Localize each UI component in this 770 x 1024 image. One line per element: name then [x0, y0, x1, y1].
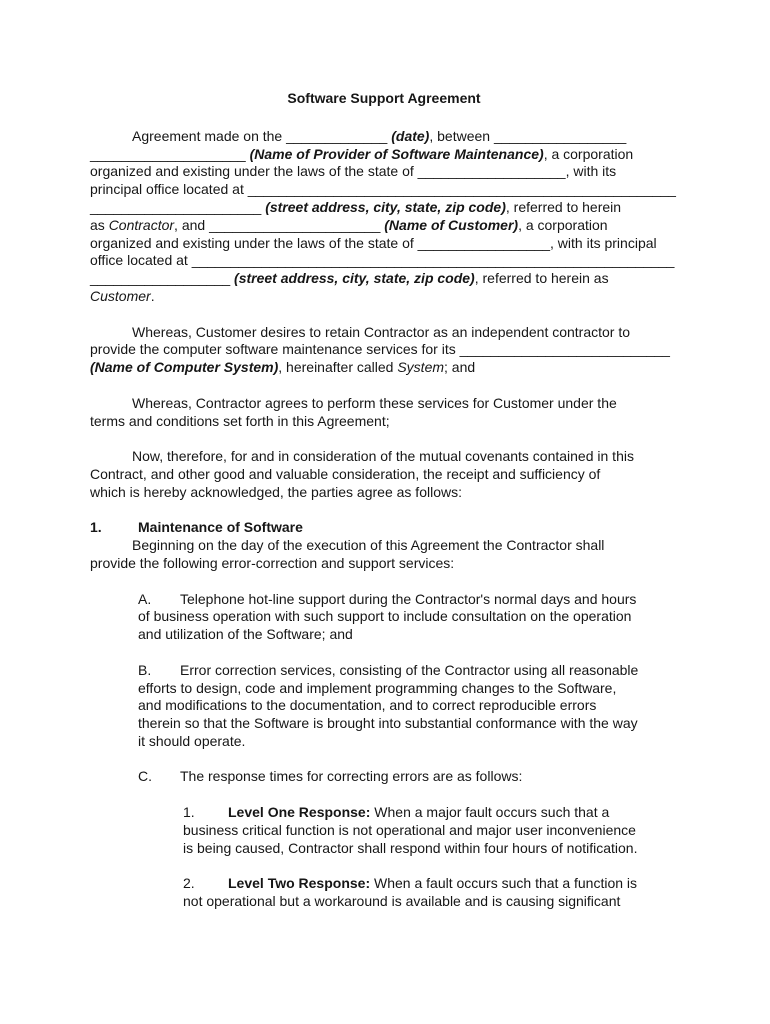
- text-segment: and modifications to the documentation, and to correct reproducible errors: [138, 697, 597, 714]
- section-1-intro: [90, 537, 760, 573]
- text-segment: Agreement made on the: [132, 127, 287, 144]
- text-segment: , with its principal: [550, 234, 657, 251]
- text-segment: , between: [429, 127, 494, 144]
- text-segment: Error correction services, consisting of the Contractor using all reasonable: [180, 661, 639, 678]
- text-segment: organized and existing under the laws of the state of: [90, 234, 418, 251]
- item-b-label: B.: [138, 661, 152, 678]
- text-segment: , with its: [565, 163, 617, 180]
- section-1-heading: [90, 519, 760, 537]
- text-segment: , hereinafter called: [278, 359, 398, 376]
- document-body: [90, 128, 760, 911]
- blank-field: ___________________________: [459, 341, 670, 358]
- recital-contractor: [90, 395, 760, 431]
- item-a-label: A.: [138, 590, 152, 607]
- text-segment: (street address, city, state, zip code): [234, 270, 475, 287]
- blank-field: _________________: [493, 127, 627, 144]
- recital-customer: [90, 324, 760, 377]
- text-segment: of business operation with such support to include consultation on the operation: [138, 608, 632, 625]
- blank-field: ______________________________________________________________: [191, 252, 675, 269]
- text-segment: it should operate.: [138, 732, 246, 749]
- sub-item-2-label: 2.: [183, 875, 195, 892]
- sub-item-1-label: 1.: [183, 804, 195, 821]
- text-segment: business critical function is not operational and major user inconvenience: [183, 821, 636, 838]
- text-segment: as: [90, 216, 109, 233]
- text-segment: office located at: [90, 252, 192, 269]
- text-segment: principal office located at: [90, 181, 248, 198]
- text-segment: terms and conditions set forth in this Agreement;: [90, 412, 390, 429]
- text-segment: Contract, and other good and valuable consideration, the receipt and sufficiency of: [90, 465, 601, 482]
- blank-field: _________________: [417, 234, 551, 251]
- item-c: [138, 768, 760, 786]
- opening-paragraph: [90, 128, 760, 306]
- text-segment: Customer: [90, 287, 151, 304]
- text-segment: When a fault occurs such that a function is: [370, 875, 638, 892]
- page-title: Software Support Agreement: [287, 90, 481, 106]
- text-segment: Beginning on the day of the execution of this Agreement the Contractor shall: [132, 537, 605, 554]
- text-segment: When a major fault occurs such that a: [370, 804, 610, 821]
- section-1-heading-label: 1.: [90, 519, 102, 536]
- blank-field: _______________________________________________________: [247, 181, 676, 198]
- text-segment: provide the following error-correction and support services:: [90, 554, 455, 571]
- text-segment: .: [150, 287, 155, 304]
- text-segment: (Name of Provider of Software Maintenance): [249, 145, 544, 162]
- text-segment: which is hereby acknowledged, the parties agree as follows:: [90, 483, 462, 500]
- text-segment: Level Two Response:: [228, 875, 371, 892]
- blank-field: __________________: [90, 270, 231, 287]
- blank-field: ___________________: [417, 163, 566, 180]
- text-segment: , referred to herein: [505, 198, 622, 215]
- blank-field: ______________________: [209, 216, 381, 233]
- blank-field: ____________________: [90, 145, 246, 162]
- text-segment: , referred to herein as: [474, 270, 609, 287]
- blank-field: _____________: [286, 127, 388, 144]
- item-b: [138, 662, 760, 751]
- text-segment: Level One Response:: [228, 804, 371, 821]
- text-segment: Maintenance of Software: [138, 519, 303, 536]
- text-segment: , and: [174, 216, 210, 233]
- text-segment: Whereas, Customer desires to retain Contractor as an independent contractor to: [132, 323, 631, 340]
- text-segment: Now, therefore, for and in consideration of the mutual covenants contained in this: [132, 448, 634, 465]
- text-segment: (Name of Customer): [384, 216, 519, 233]
- text-segment: , a corporation: [543, 145, 634, 162]
- consideration-clause: [90, 448, 760, 501]
- text-segment: ; and: [444, 359, 476, 376]
- text-segment: and utilization of the Software; and: [138, 626, 353, 643]
- text-segment: (street address, city, state, zip code): [265, 198, 506, 215]
- text-segment: The response times for correcting errors are as follows:: [180, 768, 523, 785]
- text-segment: Contractor: [108, 216, 175, 233]
- text-segment: System: [397, 359, 445, 376]
- text-segment: efforts to design, code and implement programming changes to the Software,: [138, 679, 617, 696]
- text-segment: organized and existing under the laws of the state of: [90, 163, 418, 180]
- text-segment: (date): [391, 127, 430, 144]
- text-segment: not operational but a workaround is available and is causing significant: [183, 893, 621, 910]
- text-segment: Telephone hot-line support during the Contractor's normal days and hours: [180, 590, 637, 607]
- sub-item-2: [183, 875, 760, 911]
- item-c-label: C.: [138, 768, 152, 785]
- text-segment: is being caused, Contractor shall respond within four hours of notification.: [183, 839, 638, 856]
- text-segment: provide the computer software maintenance services for its: [90, 341, 460, 358]
- text-segment: (Name of Computer System): [90, 359, 279, 376]
- text-segment: therein so that the Software is brought into substantial conformance with the way: [138, 715, 638, 732]
- item-a: [138, 591, 760, 644]
- text-segment: , a corporation: [518, 216, 608, 233]
- blank-field: ______________________: [90, 198, 262, 215]
- sub-item-1: [183, 804, 760, 857]
- text-segment: Whereas, Contractor agrees to perform these services for Customer under the: [132, 394, 617, 411]
